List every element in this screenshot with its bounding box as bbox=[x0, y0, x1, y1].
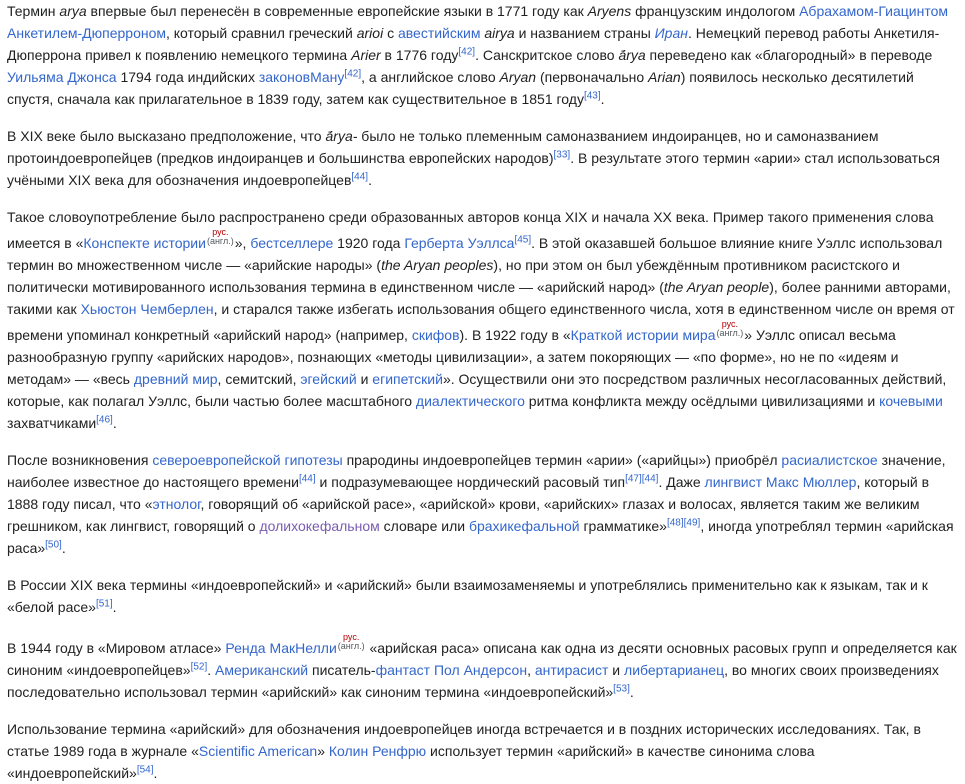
link-linguist[interactable]: лингвист bbox=[704, 474, 763, 490]
interwiki-rus-link[interactable]: рус. bbox=[212, 227, 229, 237]
link-scientific-american[interactable]: Scientific American bbox=[198, 743, 318, 759]
interwiki-marker bbox=[716, 320, 743, 338]
text: . bbox=[207, 662, 216, 678]
term-italic: arioi bbox=[356, 25, 384, 41]
link-rand-mcnally[interactable]: Ренда МакНелли bbox=[225, 640, 337, 656]
text: словаре или bbox=[379, 518, 469, 534]
text: В России XIX века термины «индоевропейский» и «арийский» были взаимозаменяемы и употреблялись применительно как к языкам, так и к «белой расе» bbox=[7, 577, 928, 615]
term-italic: Arian bbox=[648, 69, 681, 85]
text: , который сравнил греческий bbox=[166, 25, 357, 41]
text: . В результате этого термин «арии» стал использоваться учёными XIX века для обозначения индоевропейцев bbox=[7, 150, 940, 188]
link-egyptian[interactable]: египетский bbox=[372, 371, 443, 387]
link-poul-anderson[interactable]: Пол Андерсон bbox=[433, 662, 528, 678]
reference-51[interactable]: [51] bbox=[95, 598, 113, 610]
text: и подразумевающее нордический расовый тип bbox=[315, 474, 626, 490]
text: Использование термина «арийский» для обозначения индоевропейцев иногда встречается и в поздних исторических исследованиях. Так, в статье 1989 года в журнале « bbox=[7, 721, 921, 759]
text: » Уэллс описал весьма разнообразную группу «арийских народов», познающих «методы цивилизации», а затем покоряющих — «по форме», но не по «идеям и методам» — «весь bbox=[7, 327, 899, 387]
text: » bbox=[317, 743, 329, 759]
text: ). В 1922 году в « bbox=[459, 327, 571, 343]
text: в 1776 году bbox=[380, 47, 459, 63]
text: переведено как «благородный» в переводе bbox=[645, 47, 933, 63]
link-colin-renfrew[interactable]: Колин Ренфрю bbox=[328, 743, 427, 759]
reference-49[interactable]: [49] bbox=[683, 517, 701, 529]
link-dolichocephalic[interactable]: долихокефальном bbox=[259, 518, 380, 534]
reference-50[interactable]: [50] bbox=[45, 539, 62, 551]
text: писатель- bbox=[308, 662, 376, 678]
term-italic: Aryan bbox=[499, 69, 537, 85]
text: и bbox=[608, 662, 625, 678]
text: значение, наиболее известное до настоящего времени bbox=[7, 452, 946, 490]
paragraph-7 bbox=[7, 718, 957, 784]
text: , bbox=[527, 662, 535, 678]
text: с bbox=[383, 25, 398, 41]
link-nomads[interactable]: кочевыми bbox=[879, 393, 943, 409]
text: . bbox=[600, 91, 605, 107]
text: и названием страны bbox=[514, 25, 655, 41]
text: , говорящий об «арийской расе», «арийской» крови, «арийских» глазах и волосах, является таким же великим грешником, как лингвист, говорящий о bbox=[7, 496, 920, 534]
text: . bbox=[112, 599, 117, 615]
link-max-muller[interactable]: Макс Мюллер bbox=[765, 474, 857, 490]
link-bestseller[interactable]: бестселлере bbox=[250, 235, 334, 251]
term-italic: ā́rya- bbox=[325, 128, 358, 144]
reference-45[interactable]: [45] bbox=[514, 234, 532, 246]
text: . Санскритское слово bbox=[475, 47, 619, 63]
interwiki-marker bbox=[207, 228, 234, 246]
text: , иногда употреблял термин «арийская раса» bbox=[7, 518, 954, 556]
link-science-fiction[interactable]: фантаст bbox=[375, 662, 431, 678]
text: , а английское слово bbox=[361, 69, 500, 85]
text: После возникновения bbox=[7, 452, 153, 468]
paragraph-5 bbox=[7, 574, 957, 618]
link-iran[interactable]: Иран bbox=[654, 25, 688, 41]
term-italic: Aryens bbox=[587, 3, 632, 19]
reference-47[interactable]: [47] bbox=[625, 473, 642, 485]
link-h-g-wells[interactable]: Герберта Уэллса bbox=[404, 235, 515, 251]
text: Такое словоупотребление было распространено среди образованных авторов конца XIX и начала XX века. Пример такого применения слова имеется в « bbox=[7, 209, 934, 251]
text: . bbox=[368, 172, 372, 188]
text: было не только племенным самоназванием индоиранцев, но и самоназванием протоиндоевропейцев (предков индоиранцев и большинства европейских народов) bbox=[7, 128, 879, 166]
text: , во многих своих произведениях последовательно использовал термин «арийский» как синоним термина «индоевропейский» bbox=[7, 662, 939, 700]
text: 1794 года индийских bbox=[116, 69, 259, 85]
text: захватчиками bbox=[7, 415, 97, 431]
interwiki-marker bbox=[338, 633, 365, 651]
text: и bbox=[356, 371, 373, 387]
paragraph-2 bbox=[7, 125, 957, 191]
text: », bbox=[234, 235, 251, 251]
text: «арийская раса» описана как одна из десяти основных расовых групп и определяется как синоним «индоевропейцев» bbox=[7, 640, 957, 678]
text: впервые был перенесён в современные европейские языки в 1771 году как bbox=[86, 3, 588, 19]
text: . В этой оказавшей большое влияние книге Уэллс использовал термин во множественном числе — «арийские народы» ( bbox=[7, 235, 943, 273]
link-short-history-of-the-world[interactable]: Краткой истории мира bbox=[570, 327, 716, 343]
reference-54[interactable]: [54] bbox=[136, 764, 154, 776]
link-laws-of-manu[interactable]: законовМану bbox=[258, 69, 345, 85]
term-italic: airya bbox=[484, 25, 515, 41]
term-italic: Arier bbox=[351, 47, 381, 63]
link-racialist[interactable]: расиалистское bbox=[781, 452, 878, 468]
link-libertarian[interactable]: либертарианец bbox=[624, 662, 725, 678]
interwiki-eng-label[interactable]: (англ.) bbox=[337, 641, 365, 651]
text: ». Осуществили они это посредством различных несогласованных действий, которые, как полагал Уэллс, были частью более масштабного bbox=[7, 371, 947, 409]
link-nordic-hypothesis[interactable]: североевропейской гипотезы bbox=[152, 452, 343, 468]
link-brachycephalic[interactable]: брахикефальной bbox=[468, 518, 580, 534]
text: ) появилось несколько десятилетий спустя, сначала как прилагательное в 1839 году, затем как существительное в 1851 году bbox=[7, 69, 914, 107]
interwiki-rus-link[interactable]: рус. bbox=[721, 319, 739, 329]
term-italic: the Aryan people bbox=[663, 279, 770, 295]
term-italic: ā́rya bbox=[618, 47, 646, 63]
term-italic: the Aryan peoples bbox=[381, 257, 494, 273]
reference-52[interactable]: [52] bbox=[190, 661, 208, 673]
link-anti-racist[interactable]: антирасист bbox=[534, 662, 609, 678]
text: . Даже bbox=[658, 474, 705, 490]
text: В XIX веке было высказано предположение, что bbox=[7, 128, 326, 144]
link-ancient-world[interactable]: древний мир bbox=[133, 371, 218, 387]
reference-44[interactable]: [44] bbox=[641, 473, 659, 485]
interwiki-eng-label[interactable]: (англ.) bbox=[206, 236, 234, 246]
paragraph-6 bbox=[7, 633, 957, 703]
link-william-jones[interactable]: Уильяма Джонса bbox=[7, 69, 117, 85]
reference-53[interactable]: [53] bbox=[613, 683, 630, 695]
text: . Немецкий перевод работы Анкетиля-Дюперрона привел к появлению немецкого термина bbox=[7, 25, 940, 63]
text: . bbox=[629, 684, 634, 700]
text: (первоначально bbox=[536, 69, 649, 85]
text: ), но при этом он был убеждённым противником расистского и политически мотивированного использования термина в единственном числе — «арийский народ» ( bbox=[7, 257, 900, 295]
link-scythians[interactable]: скифов bbox=[411, 327, 460, 343]
text: 1920 года bbox=[333, 235, 405, 251]
text: , и старался также избегать использования общего единственного числа, хотя в единственном числе он время от времени упоминал конкретный «арийский народ» (например, bbox=[7, 301, 955, 343]
reference-42[interactable]: [42] bbox=[458, 46, 476, 58]
interwiki-rus-link[interactable]: рус. bbox=[343, 632, 360, 642]
text: ), более ранними авторами, такими как bbox=[7, 279, 951, 317]
text: грамматике» bbox=[579, 518, 667, 534]
text: прародины индоевропейцев термин «арии» («арийцы») приобрёл bbox=[342, 452, 782, 468]
reference-44[interactable]: [44] bbox=[298, 473, 316, 485]
reference-43[interactable]: [43] bbox=[583, 90, 601, 102]
paragraph-4 bbox=[7, 449, 957, 559]
text: , семитский, bbox=[217, 371, 301, 387]
paragraph-1 bbox=[7, 0, 957, 110]
link-anquetil-duperron[interactable]: Абрахамом-Гиацинтом Анкетилем-Дюперроном bbox=[7, 3, 948, 41]
text: . bbox=[61, 540, 66, 556]
link-outline-of-history[interactable]: Конспекте истории bbox=[83, 235, 206, 251]
link-avestan[interactable]: авестийским bbox=[397, 25, 481, 41]
link-aegean[interactable]: эгейский bbox=[300, 371, 357, 387]
text: использует термин «арийский» в качестве синонима слова «индоевропейский» bbox=[7, 743, 815, 781]
text: Термин bbox=[7, 3, 60, 19]
link-american[interactable]: Американский bbox=[215, 662, 309, 678]
reference-44[interactable]: [44] bbox=[351, 171, 369, 183]
reference-33[interactable]: [33] bbox=[553, 149, 571, 161]
text: . bbox=[153, 765, 158, 781]
reference-46[interactable]: [46] bbox=[96, 414, 113, 426]
term-italic: arya bbox=[59, 3, 87, 19]
link-ethnologist[interactable]: этнолог bbox=[152, 496, 201, 512]
interwiki-eng-label[interactable]: (англ.) bbox=[716, 328, 744, 338]
link-chamberlain[interactable]: Хьюстон Чемберлен bbox=[80, 301, 214, 317]
text: В 1944 году в «Мировом атласе» bbox=[7, 640, 226, 656]
reference-42[interactable]: [42] bbox=[344, 68, 362, 80]
paragraph-3 bbox=[7, 206, 957, 434]
text: . bbox=[112, 415, 117, 431]
link-dialectical[interactable]: диалектического bbox=[415, 393, 525, 409]
text: французским индологом bbox=[631, 3, 800, 19]
text: , который в 1888 году писал, что « bbox=[7, 474, 930, 512]
reference-48[interactable]: [48] bbox=[666, 517, 684, 529]
text: ритма конфликта между осёдлыми цивилизациями и bbox=[524, 393, 880, 409]
